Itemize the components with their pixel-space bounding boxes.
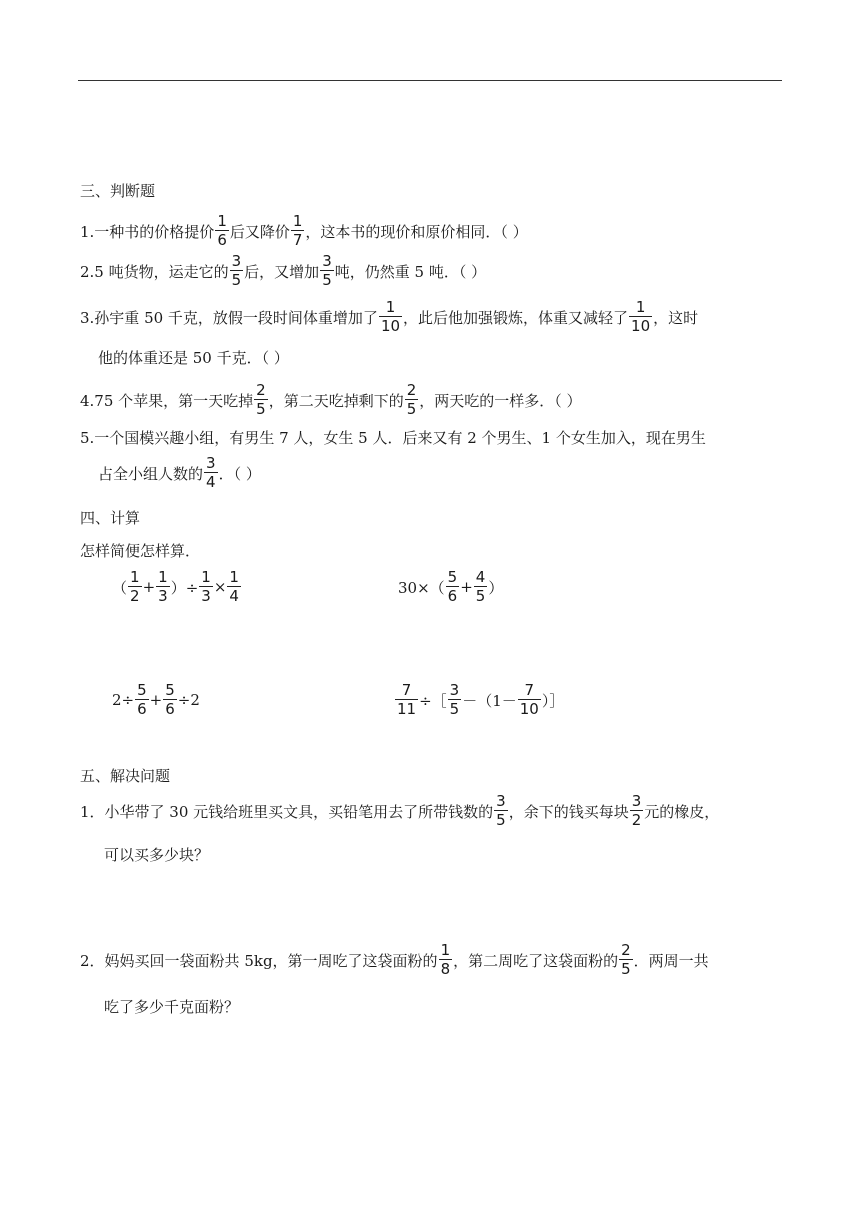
- frac-num: 4: [475, 568, 486, 586]
- plus-sign: +: [460, 578, 473, 596]
- section4-instruction: [80, 540, 200, 561]
- q2-text-c: 吨，仍然重 5 吨．（ ）: [334, 262, 487, 281]
- q1-text-a: 1.一种书的价格提价: [80, 222, 215, 241]
- frac-num: 5: [165, 681, 175, 699]
- frac-num: 3: [496, 792, 506, 810]
- judge-q2: [80, 254, 486, 288]
- frac-den: 3: [158, 587, 168, 605]
- frac-den: 10: [380, 317, 401, 335]
- e4-minus-paren: －（1－: [462, 691, 517, 710]
- problem-1-line2: [104, 844, 209, 865]
- q3-text-c: ，这时: [653, 308, 699, 327]
- frac-num: 1: [292, 212, 303, 230]
- q2-fraction-2: [320, 254, 334, 288]
- p2-fraction-1: [439, 943, 453, 977]
- calc-expr-2: [398, 570, 503, 604]
- p2-text-c: ．两周一共: [633, 951, 709, 970]
- frac-den: 5: [231, 271, 242, 289]
- p2-text-a: 2．妈妈买回一袋面粉共 5kg，第一周吃了这袋面粉的: [80, 951, 438, 970]
- frac-den: 5: [322, 271, 332, 289]
- plus-sign: +: [149, 691, 163, 709]
- section3-title-text: 三、判断题: [80, 182, 156, 200]
- q2-text-a: 2.5 吨货物，运走它的: [80, 262, 229, 281]
- frac-num: 1: [385, 298, 396, 316]
- q2-text-b: 后，又增加: [244, 262, 320, 281]
- calc-expr-1: [112, 570, 242, 604]
- e1-fraction-1: [128, 570, 142, 604]
- frac-den: 8: [440, 960, 451, 978]
- q5-text-a: 占全小组人数的: [98, 464, 204, 483]
- paren-open: （: [112, 578, 128, 597]
- frac-num: 7: [524, 681, 535, 699]
- frac-den: 11: [397, 700, 417, 718]
- frac-den: 5: [256, 400, 266, 418]
- e4-fraction-3: [518, 683, 541, 717]
- section5-title: [80, 765, 170, 786]
- section5-title-text: 五、解决问题: [80, 767, 171, 785]
- e3-tail: ÷2: [177, 691, 200, 709]
- q3-text-b: ，此后他加强锻炼，体重又减轻了: [403, 308, 629, 327]
- e2-fraction-2: [474, 570, 488, 604]
- frac-num: 3: [231, 252, 242, 270]
- judge-q5-line2: [98, 456, 261, 490]
- frac-den: 5: [406, 400, 417, 418]
- frac-num: 3: [631, 792, 642, 810]
- e1-fraction-2: [156, 570, 170, 604]
- p1-text-line2: 可以买多少块？: [104, 846, 210, 864]
- q3-fraction-2: [629, 300, 652, 334]
- section4-title-text: 四、计算: [80, 509, 141, 527]
- q1-text-b: 后又降价: [229, 222, 290, 241]
- frac-num: 2: [256, 381, 266, 399]
- problem-2-line2: [104, 996, 239, 1017]
- judge-q3: [80, 300, 698, 334]
- e3-fraction-1: [135, 683, 149, 717]
- frac-num: 3: [322, 252, 332, 270]
- frac-num: 5: [447, 568, 458, 586]
- q1-fraction-1: [215, 214, 229, 248]
- times-sign: ×: [213, 578, 227, 596]
- problem-2: [80, 943, 709, 977]
- section3-title: [80, 180, 155, 201]
- paren-close-divide: ）÷: [170, 578, 199, 597]
- frac-num: 3: [449, 681, 460, 699]
- calc-expr-3: [112, 683, 200, 717]
- q3-text-line2: 他的体重还是 50 千克．（ ）: [98, 349, 289, 367]
- q5-text-line1: 5.一个国模兴趣小组，有男生 7 人，女生 5 人．后来又有 2 个男生、1 个女生加入，现在男生: [80, 429, 706, 447]
- q4-fraction-1: [254, 383, 268, 417]
- frac-den: 4: [229, 587, 239, 605]
- frac-num: 1: [130, 568, 140, 586]
- p2-text-b: ，第二周吃了这袋面粉的: [453, 951, 619, 970]
- frac-den: 2: [631, 811, 642, 829]
- q2-fraction-1: [230, 254, 244, 288]
- e1-fraction-3: [199, 570, 213, 604]
- e4-tail: ）］: [541, 691, 565, 710]
- frac-den: 4: [206, 473, 216, 491]
- frac-num: 1: [217, 212, 227, 230]
- frac-den: 3: [201, 587, 211, 605]
- header-rule: [78, 80, 782, 81]
- p1-fraction-2: [630, 794, 644, 828]
- instruction-text: 怎样简便怎样算．: [80, 542, 201, 560]
- frac-den: 6: [217, 231, 227, 249]
- p2-fraction-2: [619, 943, 633, 977]
- frac-num: 5: [137, 681, 147, 699]
- frac-den: 5: [475, 587, 486, 605]
- q4-text-b: ，第二天吃掉剩下的: [268, 391, 404, 410]
- q4-fraction-2: [405, 383, 419, 417]
- p1-fraction-1: [494, 794, 508, 828]
- q1-fraction-2: [291, 214, 305, 248]
- e4-fraction-1: [395, 683, 418, 717]
- frac-den: 5: [621, 960, 631, 978]
- e2-fraction-1: [446, 570, 460, 604]
- q4-text-a: 4.75 个苹果，第一天吃掉: [80, 391, 254, 410]
- frac-num: 3: [206, 454, 216, 472]
- frac-den: 7: [292, 231, 303, 249]
- frac-num: 1: [635, 298, 646, 316]
- frac-num: 1: [158, 568, 168, 586]
- p1-text-c: 元的橡皮，: [644, 802, 720, 821]
- q3-text-a: 3.孙宇重 50 千克，放假一段时间体重增加了: [80, 308, 378, 327]
- e1-fraction-4: [227, 570, 241, 604]
- e2-lead: 30×（: [398, 578, 445, 597]
- judge-q4: [80, 383, 582, 417]
- q1-text-c: ，这本书的现价和原价相同．（ ）: [305, 222, 528, 241]
- e4-fraction-2: [448, 683, 462, 717]
- e3-lead: 2÷: [112, 691, 135, 709]
- q5-text-c: ．（ ）: [218, 464, 261, 483]
- frac-den: 5: [449, 700, 460, 718]
- e3-fraction-2: [163, 683, 177, 717]
- q5-fraction-1: [204, 456, 218, 490]
- e4-divide-bracket: ÷［: [419, 691, 447, 710]
- judge-q1: [80, 214, 528, 248]
- judge-q3-line2: [98, 347, 289, 368]
- p2-text-line2: 吃了多少千克面粉？: [104, 998, 240, 1016]
- p1-text-b: ，余下的钱买每块: [508, 802, 629, 821]
- frac-num: 7: [401, 681, 412, 699]
- frac-den: 6: [137, 700, 147, 718]
- frac-num: 2: [406, 381, 417, 399]
- judge-q5: [80, 427, 706, 448]
- plus-sign: +: [142, 578, 156, 596]
- frac-den: 10: [519, 700, 539, 718]
- frac-den: 6: [447, 587, 458, 605]
- frac-den: 6: [165, 700, 175, 718]
- frac-den: 10: [631, 317, 651, 335]
- frac-den: 5: [496, 811, 506, 829]
- paren-close: ）: [488, 578, 504, 597]
- frac-num: 1: [440, 941, 451, 959]
- frac-num: 1: [201, 568, 211, 586]
- frac-num: 1: [229, 568, 239, 586]
- p1-text-a: 1．小华带了 30 元钱给班里买文具，买铅笔用去了所带钱数的: [80, 802, 494, 821]
- section4-title: [80, 507, 140, 528]
- q3-fraction-1: [379, 300, 402, 334]
- frac-den: 2: [130, 587, 140, 605]
- problem-1: [80, 794, 719, 828]
- calc-expr-4: [394, 683, 564, 717]
- q4-text-c: ，两天吃的一样多．（ ）: [419, 391, 582, 410]
- frac-num: 2: [621, 941, 631, 959]
